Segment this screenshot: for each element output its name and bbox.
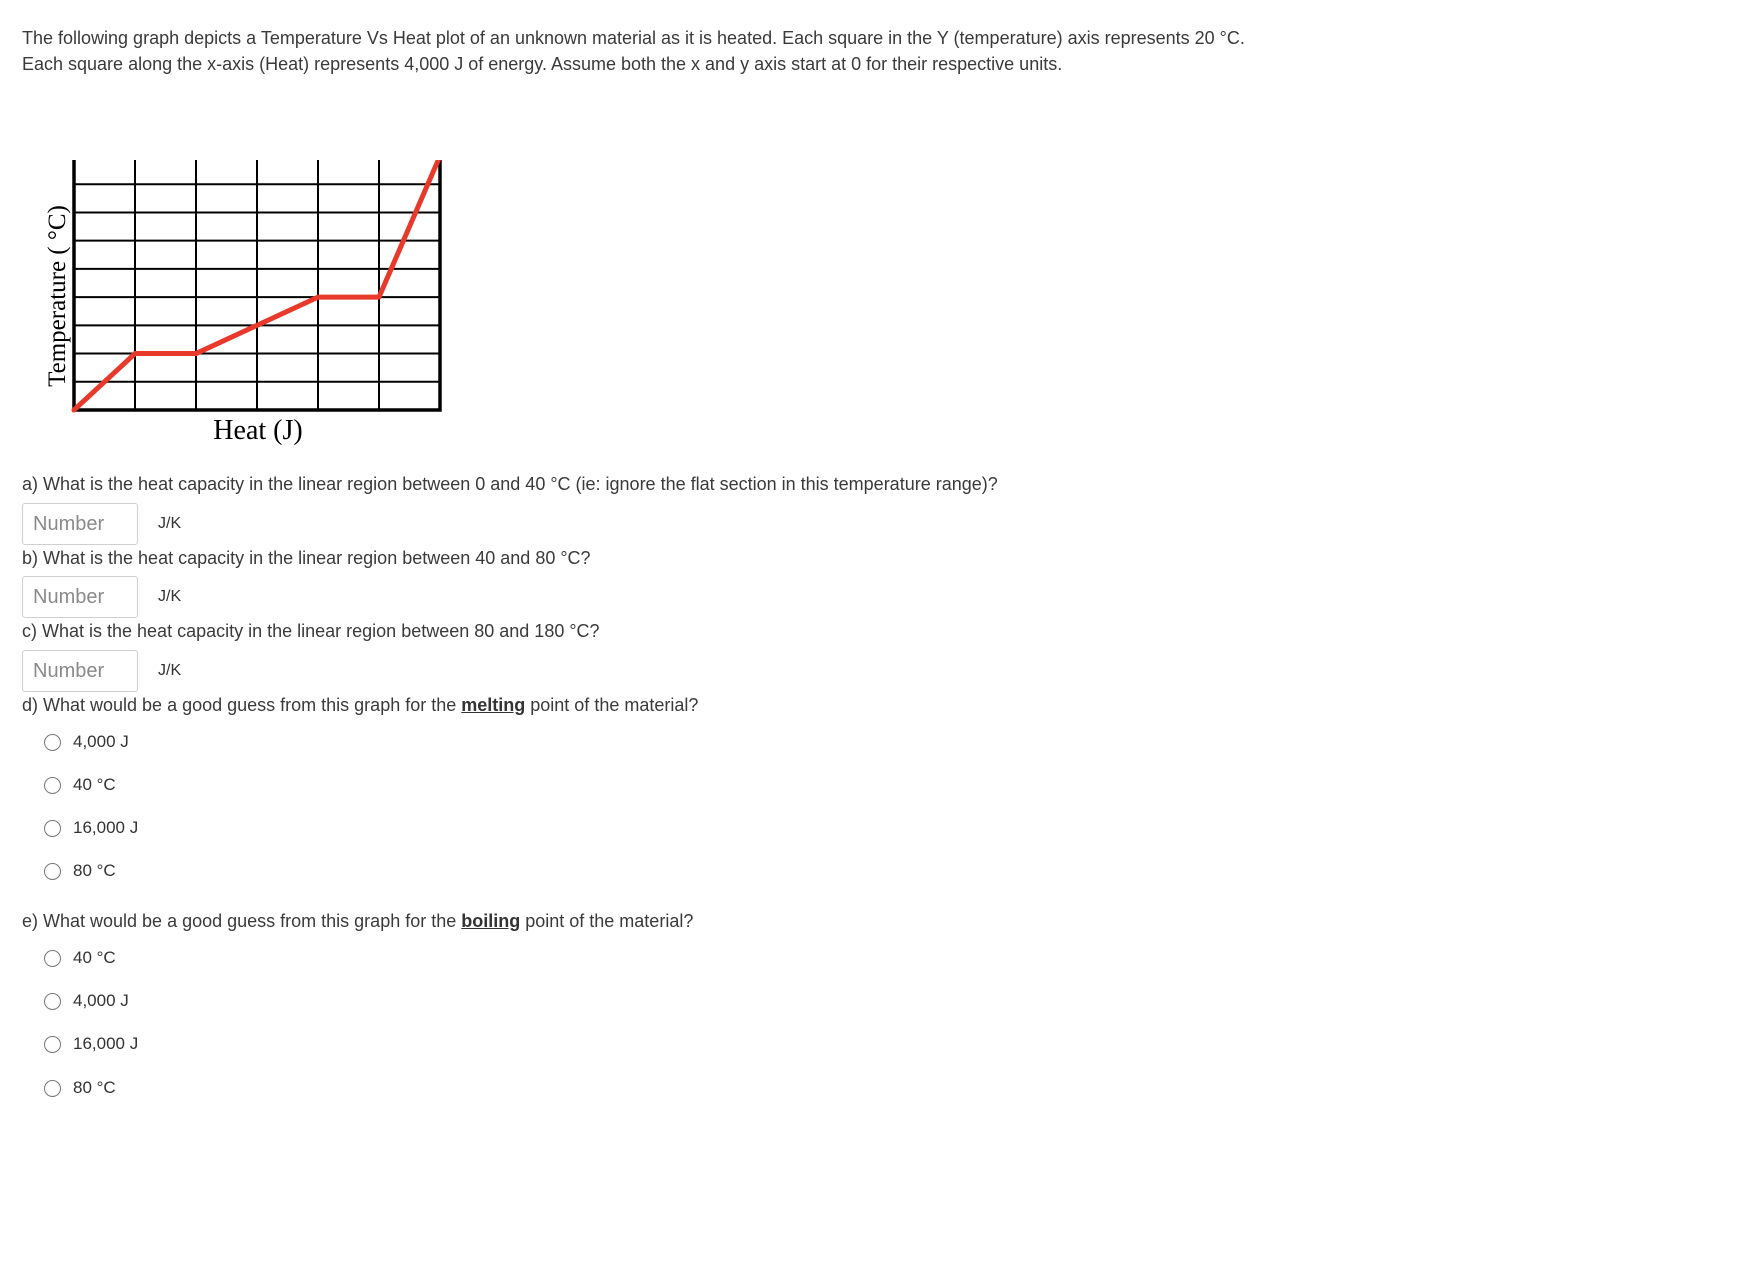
radio-button[interactable] <box>44 950 61 967</box>
problem-intro <box>22 25 1522 77</box>
question-c: c) What is the heat capacity in the linear region between 80 and 180 °C? <box>22 621 600 641</box>
question-a: a) What is the heat capacity in the linear region between 0 and 40 °C (ie: ignore the flat section in this temperature range)? <box>22 474 998 494</box>
radio-button[interactable] <box>44 863 61 880</box>
answer-row-b <box>22 575 181 619</box>
answer-row-c <box>22 649 181 693</box>
question-e-keyword: boiling <box>461 911 521 931</box>
unit-b: J/K <box>158 588 182 605</box>
option-label: 80 °C <box>73 861 116 880</box>
temperature-heat-graph <box>40 160 510 500</box>
heat-capacity-b-input[interactable] <box>22 576 138 618</box>
radio-button[interactable] <box>44 993 61 1010</box>
question-d <box>22 693 698 717</box>
question-b: b) What is the heat capacity in the linear region between 40 and 80 °C? <box>22 548 591 568</box>
boiling-option-4[interactable] <box>44 1076 116 1100</box>
intro-line-2: Each square along the x-axis (Heat) represents 4,000 J of energy. Assume both the x and y axis start at 0 for their respective units. <box>22 54 1063 74</box>
option-label: 80 °C <box>73 1078 116 1097</box>
melting-option-2[interactable] <box>44 773 116 797</box>
question-d-suffix: point of the material? <box>525 695 699 715</box>
option-label: 16,000 J <box>73 1034 139 1053</box>
answer-row-a <box>22 502 181 546</box>
boiling-option-3[interactable] <box>44 1032 138 1056</box>
x-axis-label: Heat (J) <box>213 415 303 446</box>
question-e <box>22 909 693 933</box>
intro-line-1: The following graph depicts a Temperature Vs Heat plot of an unknown material as it is heated. Each square in the Y (temperature) axis represents 20 °C. <box>22 28 1245 48</box>
melting-option-4[interactable] <box>44 859 116 883</box>
boiling-option-2[interactable] <box>44 989 129 1013</box>
radio-button[interactable] <box>44 1036 61 1053</box>
radio-button[interactable] <box>44 734 61 751</box>
y-axis-label: Temperature ( °C) <box>44 205 71 387</box>
question-d-prefix: d) What would be a good guess from this graph for the <box>22 695 462 715</box>
radio-button[interactable] <box>44 1080 61 1097</box>
question-e-suffix: point of the material? <box>520 911 694 931</box>
question-e-prefix: e) What would be a good guess from this graph for the <box>22 911 462 931</box>
heat-capacity-a-input[interactable] <box>22 503 138 545</box>
question-d-keyword: melting <box>461 695 526 715</box>
boiling-option-1[interactable] <box>44 946 116 970</box>
radio-button[interactable] <box>44 820 61 837</box>
heat-capacity-c-input[interactable] <box>22 650 138 692</box>
option-label: 40 °C <box>73 775 116 794</box>
option-label: 4,000 J <box>73 732 129 751</box>
melting-option-1[interactable] <box>44 730 129 754</box>
unit-a: J/K <box>158 515 182 532</box>
radio-button[interactable] <box>44 777 61 794</box>
option-label: 16,000 J <box>73 818 139 837</box>
melting-option-3[interactable] <box>44 816 138 840</box>
chart-svg <box>40 160 510 500</box>
unit-c: J/K <box>158 662 182 679</box>
option-label: 40 °C <box>73 948 116 967</box>
option-label: 4,000 J <box>73 991 129 1010</box>
